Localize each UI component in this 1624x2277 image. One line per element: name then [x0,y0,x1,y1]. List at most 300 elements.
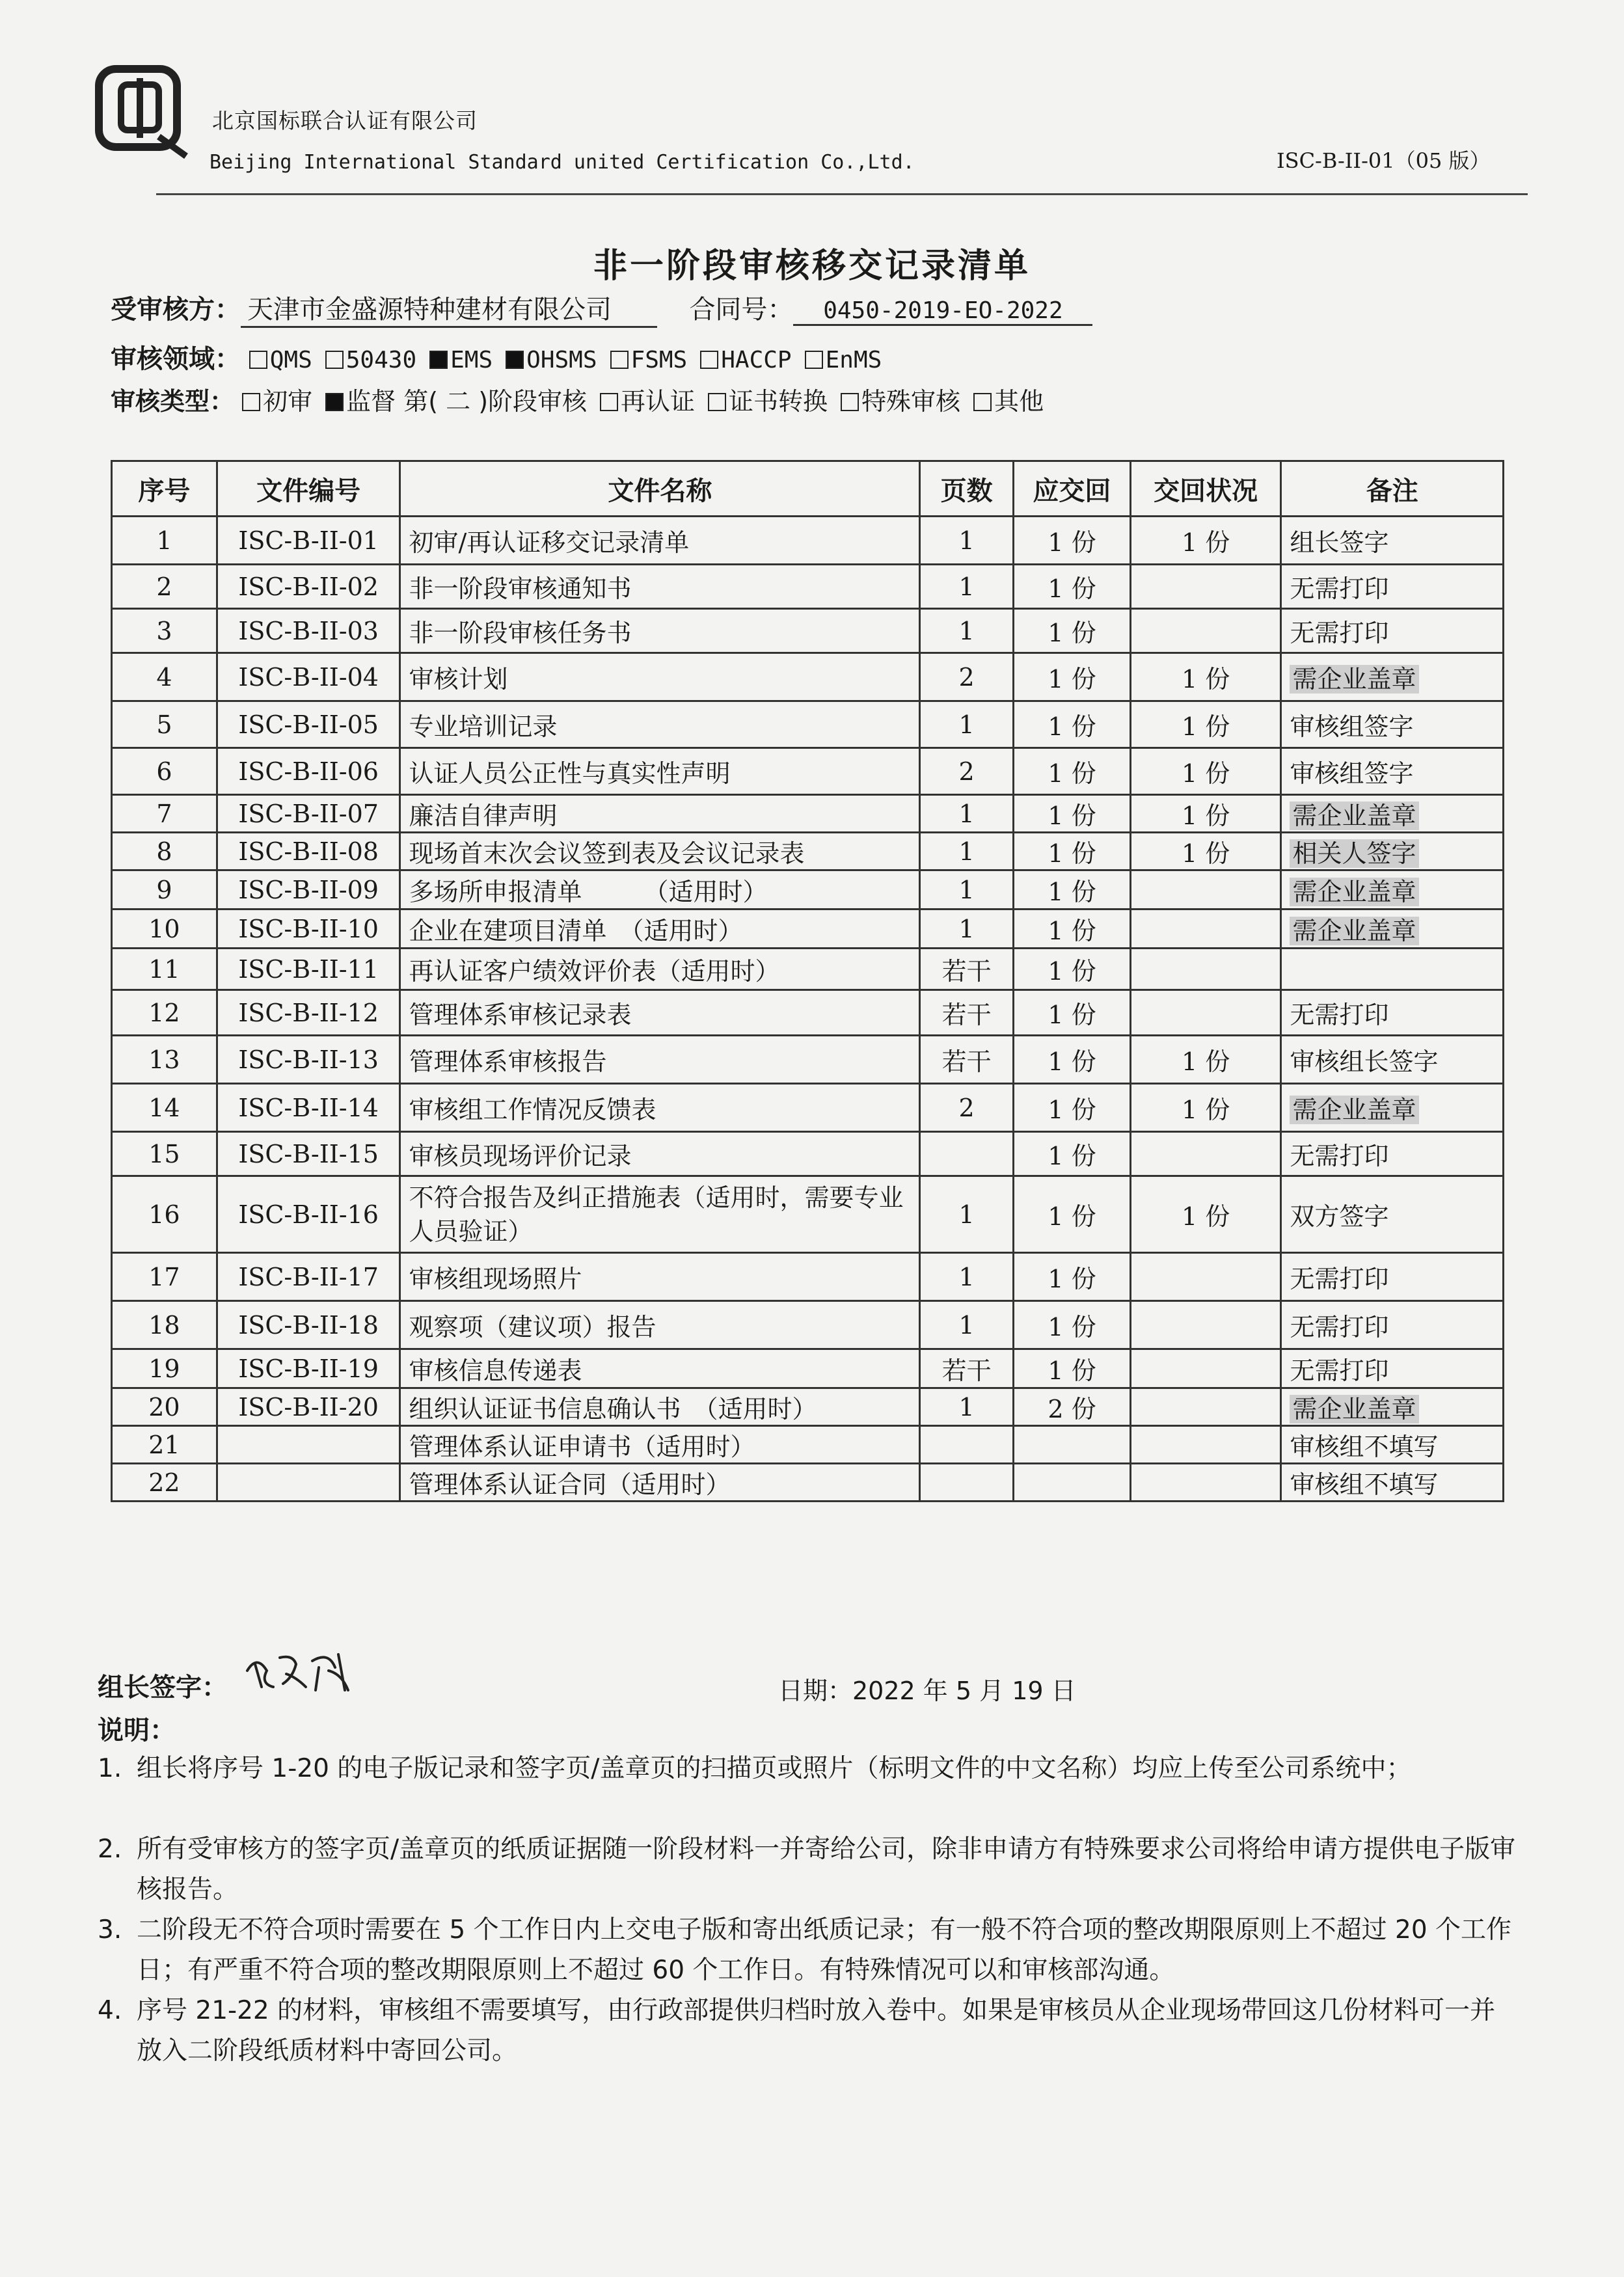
checkbox-icon[interactable] [973,393,992,411]
checkbox-icon[interactable] [506,351,524,369]
header-name: 文件名称 [400,461,920,517]
return-status-text: 1 份 [1182,759,1230,788]
remark-text: 相关人签字 [1290,839,1418,868]
file-code-text: ISC-B-II-07 [238,799,379,828]
file-name-text: 现场首末次会议签到表及会议记录表 [409,839,805,868]
page-count-text: 1 [958,1200,975,1229]
remark-text: 需企业盖章 [1290,878,1418,906]
company-logo [95,65,193,163]
audit-field-option-3[interactable] [506,347,597,373]
file-code [217,565,400,609]
file-code [217,909,400,949]
due-count [1014,609,1131,653]
checkbox-icon[interactable] [249,351,267,369]
due-count [1014,517,1131,565]
audit-field-option-label: EMS [450,347,493,373]
page-count [920,653,1014,701]
remark [1281,833,1504,870]
file-code-text: ISC-B-II-10 [238,914,379,943]
file-name [400,1253,920,1301]
remark [1281,795,1504,833]
remark-text: 审核组签字 [1290,712,1414,741]
remark [1281,1426,1504,1464]
audit-fields-row [111,338,895,375]
form-number: ISC-B-II-01（05 版） [1277,148,1491,173]
file-code-text: ISC-B-II-02 [238,572,379,601]
due-count-text: 1 份 [1048,759,1096,788]
remark-text: 无需打印 [1290,1313,1389,1341]
checkbox-icon[interactable] [841,393,859,411]
checkbox-icon[interactable] [325,393,344,411]
header-divider [156,193,1528,195]
file-code [217,517,400,565]
return-status [1130,870,1281,909]
page-count [920,870,1014,909]
file-code-text: ISC-B-II-14 [238,1093,379,1122]
table-row [112,909,1504,949]
page-count [920,1253,1014,1301]
note-text: 所有受审核方的签字页/盖章页的纸质证据随一阶段材料一并寄给公司，除非申请方有特殊要求公司将给申请方提供电子版审核报告。 [137,1835,1516,1904]
return-status [1130,653,1281,701]
row-number-text: 19 [148,1354,180,1383]
row-number [112,565,217,609]
row-number [112,609,217,653]
file-name [400,609,920,653]
remark-text: 需企业盖章 [1290,802,1418,830]
file-code [217,1036,400,1084]
return-status-text: 1 份 [1182,712,1230,741]
table-row [112,1464,1504,1502]
file-code [217,795,400,833]
due-count-text: 1 份 [1048,712,1096,741]
page-count [920,1426,1014,1464]
file-code-text: ISC-B-II-05 [238,710,379,739]
remark [1281,949,1504,990]
row-number-text: 8 [156,837,172,866]
due-count [1014,748,1131,795]
audit-type-option-0[interactable] [242,381,312,417]
file-code-text: ISC-B-II-12 [238,998,379,1027]
file-name-text: 企业在建项目清单 （适用时） [409,917,743,945]
file-code [217,1176,400,1253]
file-name-text: 管理体系认证合同（适用时） [409,1470,731,1499]
page-count-text: 1 [958,837,975,866]
remark-text: 无需打印 [1290,574,1389,603]
page-count-text: 1 [958,572,975,601]
checkbox-icon[interactable] [325,351,344,369]
file-name [400,1132,920,1176]
row-number-text: 16 [148,1200,180,1229]
row-number-text: 1 [156,526,172,555]
return-status [1130,1301,1281,1349]
note-number: 4. [98,1996,122,2025]
row-number-text: 2 [156,572,172,601]
due-count [1014,1301,1131,1349]
note-item [98,1910,1516,1991]
row-number [112,1426,217,1464]
remark [1281,1132,1504,1176]
due-count [1014,833,1131,870]
note-item [98,1749,1516,1789]
due-count [1014,653,1131,701]
page-count [920,748,1014,795]
note-text: 序号 21-22 的材料，审核组不需要填写，由行政部提供归档时放入卷中。如果是审核员从企业现场带回这几份材料可一并放入二阶段纸质材料中寄回公司。 [137,1996,1496,2066]
contract-value: 0450-2019-EO-2022 [793,297,1092,326]
table-row [112,990,1504,1036]
file-code [217,1253,400,1301]
return-status [1130,1036,1281,1084]
page-count [920,1132,1014,1176]
page-count [920,517,1014,565]
file-code-text: ISC-B-II-19 [238,1354,379,1383]
audit-type-option-label: 再认证 [621,387,696,416]
return-status [1130,1253,1281,1301]
remark [1281,565,1504,609]
note-text: 组长将序号 1-20 的电子版记录和签字页/盖章页的扫描页或照片（标明文件的中文名称）均应上传至公司系统中； [137,1754,1412,1783]
audit-type-option-label: 证书转换 [729,387,828,416]
audit-field-option-label: HACCP [721,347,792,373]
audit-field-option-4[interactable] [610,347,688,373]
return-status [1130,990,1281,1036]
file-code [217,1084,400,1132]
file-code-text: ISC-B-II-01 [238,526,379,555]
table-row [112,609,1504,653]
page-count-text: 2 [958,662,975,692]
due-count-text: 1 份 [1048,957,1096,986]
file-code [217,701,400,748]
audit-field-option-5[interactable] [700,347,791,373]
file-name-text: 组织认证证书信息确认书 （适用时） [409,1395,817,1423]
file-name [400,565,920,609]
remark [1281,517,1504,565]
page-count-text: 1 [958,914,975,943]
due-count [1014,1036,1131,1084]
audit-fields-label: 审核领域： [111,344,241,374]
page-title: 非一阶段审核移交记录清单 [593,247,1031,286]
audit-field-option-1[interactable] [325,347,416,373]
page-count [920,833,1014,870]
due-count [1014,795,1131,833]
return-status [1130,1426,1281,1464]
file-name-text: 审核组工作情况反馈表 [409,1096,656,1124]
remark [1281,1036,1504,1084]
file-name-text: 非一阶段审核通知书 [409,574,632,603]
page-count-text: 1 [958,875,975,904]
page-count-text: 1 [958,710,975,739]
due-count [1014,1349,1131,1388]
due-count-text: 1 份 [1048,1356,1096,1385]
file-name-text: 廉洁自律声明 [409,802,558,830]
audit-field-option-2[interactable] [429,347,493,373]
table-row [112,748,1504,795]
row-number [112,517,217,565]
audit-type-option-2[interactable] [600,381,695,417]
file-code-text: ISC-B-II-03 [238,616,379,645]
row-number-text: 7 [156,799,172,828]
file-code [217,833,400,870]
row-number-text: 4 [156,662,172,692]
file-name [400,870,920,909]
due-count-text: 1 份 [1048,1096,1096,1124]
table-row [112,949,1504,990]
page-count [920,795,1014,833]
due-count [1014,1464,1131,1502]
note-number: 3. [98,1915,122,1945]
file-name [400,1036,920,1084]
audit-field-option-6[interactable] [805,347,882,373]
file-code-text: ISC-B-II-04 [238,662,379,692]
row-number [112,1084,217,1132]
row-number [112,1176,217,1253]
row-number [112,748,217,795]
return-status [1130,1084,1281,1132]
file-name [400,653,920,701]
remark [1281,748,1504,795]
file-code [217,653,400,701]
table-header-row [112,461,1504,517]
audit-field-option-label: EnMS [825,347,882,373]
row-number [112,1253,217,1301]
header-code: 文件编号 [217,461,400,517]
file-name-text: 认证人员公正性与真实性声明 [409,759,731,788]
remark [1281,609,1504,653]
row-number-text: 9 [156,875,172,904]
due-count [1014,1084,1131,1132]
due-count [1014,1426,1131,1464]
remark-text: 无需打印 [1290,619,1389,647]
file-name [400,1084,920,1132]
page-count [920,1301,1014,1349]
file-name-text: 初审/再认证移交记录清单 [409,528,690,557]
row-number-text: 11 [148,954,180,984]
page-count [920,1349,1014,1388]
checkbox-icon[interactable] [610,351,629,369]
page-count [920,949,1014,990]
table-row [112,1301,1504,1349]
due-count-text: 1 份 [1048,665,1096,694]
due-count-text: 1 份 [1048,528,1096,557]
audit-type-option-label: 监督 第( 二 )阶段审核 [346,387,588,416]
return-status-text: 1 份 [1182,802,1230,830]
file-name-text: 专业培训记录 [409,712,558,741]
remark-text: 无需打印 [1290,1265,1389,1293]
row-number [112,870,217,909]
return-status [1130,1388,1281,1426]
file-name [400,748,920,795]
return-status [1130,1132,1281,1176]
row-number-text: 10 [148,914,180,943]
table-row [112,1426,1504,1464]
due-count-text: 1 份 [1048,1047,1096,1076]
page-count-text: 1 [958,1310,975,1340]
remark [1281,1301,1504,1349]
row-number [112,795,217,833]
table-row [112,1388,1504,1426]
row-number [112,949,217,990]
remark-text: 审核组签字 [1290,759,1414,788]
due-count-text: 1 份 [1048,1142,1096,1170]
due-count [1014,949,1131,990]
file-name-text: 不符合报告及纠正措施表（适用时，需要专业人员验证） [409,1183,904,1246]
header-due: 应交回 [1014,461,1131,517]
return-status-text: 1 份 [1182,1202,1230,1231]
file-name [400,990,920,1036]
due-count [1014,870,1131,909]
audit-field-option-label: 50430 [345,347,417,373]
auditee-row [111,289,1092,328]
file-code-text: ISC-B-II-18 [238,1310,379,1340]
remark [1281,701,1504,748]
row-number-text: 15 [148,1139,180,1168]
file-code [217,870,400,909]
remark [1281,870,1504,909]
file-name [400,1176,920,1253]
due-count-text: 1 份 [1048,878,1096,906]
return-status [1130,609,1281,653]
file-code [217,609,400,653]
leader-signature [241,1645,371,1697]
page-count-text: 若干 [941,957,992,986]
page-count [920,565,1014,609]
row-number-text: 3 [156,616,172,645]
audit-type-option-1[interactable] [325,381,587,417]
page-count-text: 1 [958,616,975,645]
file-code [217,949,400,990]
file-name-text: 审核员现场评价记录 [409,1142,632,1170]
page-count [920,1036,1014,1084]
row-number [112,701,217,748]
file-name [400,833,920,870]
file-code [217,990,400,1036]
page-count-text: 若干 [941,1001,992,1029]
file-name-text: 管理体系审核报告 [409,1047,607,1076]
due-count-text: 2 份 [1048,1395,1096,1423]
table-row [112,1084,1504,1132]
note-number: 2. [98,1835,122,1864]
remark-text: 需企业盖章 [1290,1395,1418,1423]
page-count [920,701,1014,748]
remark [1281,1253,1504,1301]
table-row [112,833,1504,870]
table-row [112,653,1504,701]
page-count-text: 1 [958,799,975,828]
audit-type-option-label: 初审 [263,387,313,416]
audit-field-option-label: OHSMS [526,347,597,373]
due-count [1014,1253,1131,1301]
file-name [400,795,920,833]
checkbox-icon[interactable] [429,351,448,369]
remark [1281,1084,1504,1132]
file-name-text: 审核计划 [409,665,508,694]
file-code-text: ISC-B-II-13 [238,1045,379,1074]
audit-field-option-label: QMS [269,347,312,373]
checkbox-icon[interactable] [708,393,726,411]
audit-type-option-3[interactable] [708,381,828,417]
page-count [920,1176,1014,1253]
page-count [920,1464,1014,1502]
due-count [1014,701,1131,748]
auditee-value: 天津市金盛源特种建材有限公司 [241,289,657,328]
file-code-text: ISC-B-II-08 [238,837,379,866]
file-name-text: 管理体系审核记录表 [409,1001,632,1029]
due-count-text: 1 份 [1048,619,1096,647]
remark [1281,653,1504,701]
file-code [217,748,400,795]
file-code-text: ISC-B-II-06 [238,757,379,786]
due-count-text: 1 份 [1048,1001,1096,1029]
note-item [98,1829,1516,1910]
date-text: 日期：2022 年 5 月 19 日 [778,1677,1076,1705]
return-status [1130,795,1281,833]
audit-field-option-0[interactable] [249,347,312,373]
note-item [98,1991,1516,2071]
due-count-text: 1 份 [1048,917,1096,945]
file-name-text: 管理体系认证申请书（适用时） [409,1433,755,1461]
file-code [217,1301,400,1349]
transfer-records-table [111,460,1504,1502]
table-row [112,1253,1504,1301]
file-name [400,701,920,748]
file-name [400,517,920,565]
row-number-text: 13 [148,1045,180,1074]
checkbox-icon[interactable] [242,393,260,411]
due-count-text: 1 份 [1048,802,1096,830]
return-status [1130,1176,1281,1253]
note-text: 二阶段无不符合项时需要在 5 个工作日内上交电子版和寄出纸质记录；有一般不符合项的整改期限原则上不超过 20 个工作日；有严重不符合项的整改期限原则上不超过 60 个工作日。有特殊情况可以和审核部沟通。 [137,1915,1512,1985]
audit-type-option-4[interactable] [841,381,960,417]
row-number-text: 5 [156,710,172,739]
page-count-text: 2 [958,1093,975,1122]
audit-type-option-5[interactable] [973,381,1044,417]
row-number-text: 20 [148,1392,180,1421]
remark [1281,990,1504,1036]
file-name-text: 观察项（建议项）报告 [409,1313,656,1341]
return-status [1130,909,1281,949]
return-status [1130,1464,1281,1502]
return-status [1130,949,1281,990]
file-code [217,1388,400,1426]
due-count [1014,909,1131,949]
return-status-text: 1 份 [1182,665,1230,694]
checkbox-icon[interactable] [700,351,718,369]
return-status-text: 1 份 [1182,528,1230,557]
contract-label: 合同号： [689,295,794,325]
checkbox-icon[interactable] [805,351,823,369]
file-code [217,1426,400,1464]
due-count [1014,990,1131,1036]
return-status-text: 1 份 [1182,839,1230,868]
page-count-text: 若干 [941,1356,992,1385]
remark [1281,1349,1504,1388]
file-name [400,1426,920,1464]
checkbox-icon[interactable] [600,393,618,411]
file-name [400,949,920,990]
row-number-text: 18 [148,1310,180,1340]
return-status [1130,1349,1281,1388]
row-number [112,1301,217,1349]
file-name [400,1301,920,1349]
due-count-text: 1 份 [1048,1313,1096,1341]
file-code-text: ISC-B-II-20 [238,1392,379,1421]
page-count [920,609,1014,653]
file-name [400,909,920,949]
notes-title: 说明： [98,1716,176,1745]
remark [1281,1464,1504,1502]
page-count-text: 1 [958,526,975,555]
table-row [112,1349,1504,1388]
row-number [112,1132,217,1176]
remark-text: 无需打印 [1290,1356,1389,1385]
